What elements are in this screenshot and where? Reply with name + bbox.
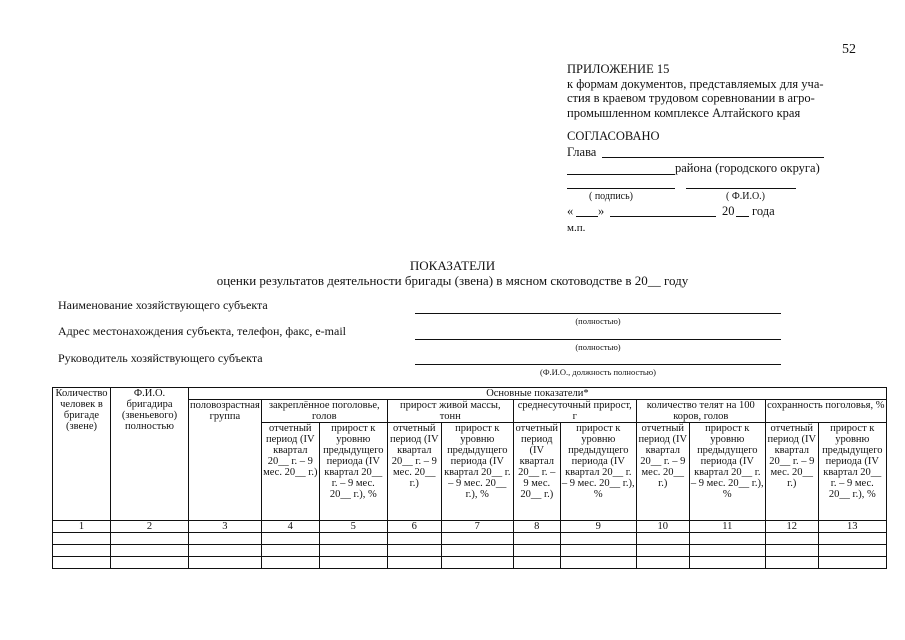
table-cell — [441, 557, 513, 569]
table-cell — [319, 557, 387, 569]
indicators-table — [52, 387, 887, 569]
table-cell — [513, 545, 560, 557]
appendix-line: к формам документов, представляемых для уча- — [567, 76, 824, 91]
field-hint-entity: (полностью) — [575, 316, 621, 326]
header-growth-previous: прирост к уровню предыдущего периода (IV квартал 20__ г. – 9 мес. 20__ г.), % — [319, 423, 387, 521]
field-line-entity — [415, 313, 781, 314]
table-cell — [689, 545, 765, 557]
stamp-label: м.п. — [567, 222, 586, 234]
date-close-quote: » — [598, 204, 605, 218]
column-number: 2 — [111, 521, 189, 533]
column-number: 9 — [560, 521, 636, 533]
table-cell — [387, 557, 441, 569]
field-label-head: Руководитель хозяйствующего субъекта — [58, 351, 263, 365]
column-number: 6 — [387, 521, 441, 533]
header-sex-age-group: половозрастная группа — [189, 400, 262, 521]
appendix-line: промышленном комплексе Алтайского края — [567, 105, 801, 120]
table-cell — [441, 533, 513, 545]
table-cell — [818, 557, 886, 569]
date-open-quote: « — [567, 204, 574, 218]
district-label: района (городского округа) — [675, 161, 820, 175]
field-label-entity: Наименование хозяйствующего субъекта — [58, 298, 268, 312]
header-group-herd: закреплённое поголовье, голов — [261, 400, 387, 423]
header-group-calves: количество телят на 100 коров, голов — [636, 400, 765, 423]
table-cell — [560, 557, 636, 569]
header-reported-period: отчетный период (IV квартал 20__ г. – 9 мес. 20__ г.) — [513, 423, 560, 521]
table-cell — [818, 533, 886, 545]
header-growth-previous: прирост к уровню предыдущего периода (IV квартал 20__ г. – 9 мес. 20__ г.), % — [689, 423, 765, 521]
page-number: 52 — [842, 42, 856, 57]
header-foreman: Ф.И.О. бригадира (звеньевого) полностью — [111, 388, 189, 521]
column-number: 4 — [261, 521, 319, 533]
field-hint-address: (полностью) — [575, 342, 621, 352]
fio-hint: ( Ф.И.О.) — [726, 191, 766, 202]
table-cell — [53, 557, 111, 569]
column-number: 10 — [636, 521, 689, 533]
table-cell — [636, 533, 689, 545]
table-cell — [636, 545, 689, 557]
header-group-daily-gain: среднесуточный прирост, г — [513, 400, 636, 423]
table-cell — [261, 533, 319, 545]
table-cell — [765, 545, 818, 557]
document-subtitle: оценки результатов деятельности бригады (звена) в мясном скотоводстве в 20__ году — [216, 273, 689, 288]
table-cell — [513, 533, 560, 545]
table-cell — [560, 545, 636, 557]
table-cell — [441, 545, 513, 557]
column-number: 12 — [765, 521, 818, 533]
signature-hint: ( подпись) — [589, 191, 634, 202]
field-label-address: Адрес местонахождения субъекта, телефон, факс, e-mail — [58, 324, 347, 338]
header-reported-period: отчетный период (IV квартал 20__ г. – 9 мес. 20__ г.) — [261, 423, 319, 521]
table-cell — [189, 545, 262, 557]
header-main-indicators: Основные показатели* — [189, 388, 887, 400]
table-row — [53, 533, 887, 545]
year-line — [736, 216, 749, 217]
year-prefix: 20 — [722, 204, 735, 218]
year-suffix: года — [752, 204, 775, 218]
table-cell — [765, 557, 818, 569]
document-title: ПОКАЗАТЕЛИ — [409, 258, 496, 273]
header-reported-period: отчетный период (IV квартал 20__ г. – 9 мес. 20__ г.) — [636, 423, 689, 521]
table-cell — [261, 545, 319, 557]
header-growth-previous: прирост к уровню предыдущего периода (IV квартал 20__ г. – 9 мес. 20__ г.), % — [441, 423, 513, 521]
table-cell — [636, 557, 689, 569]
date-month-line — [610, 216, 716, 217]
column-number: 8 — [513, 521, 560, 533]
field-line-head — [415, 364, 781, 365]
header-reported-period: отчетный период (IV квартал 20__ г. – 9 мес. 20__ г.) — [387, 423, 441, 521]
header-group-survival: сохранность поголовья, % — [765, 400, 886, 423]
column-number: 5 — [319, 521, 387, 533]
head-signature-line — [602, 157, 824, 158]
table-cell — [319, 545, 387, 557]
header-growth-previous: прирост к уровню предыдущего периода (IV квартал 20__ г. – 9 мес. 20__ г.), % — [818, 423, 886, 521]
table-cell — [387, 545, 441, 557]
column-number: 1 — [53, 521, 111, 533]
table-cell — [111, 545, 189, 557]
field-line-address — [415, 339, 781, 340]
table-cell — [560, 533, 636, 545]
date-day-line — [576, 216, 598, 217]
table-cell — [189, 533, 262, 545]
field-hint-head: (Ф.И.О., должность полностью) — [539, 367, 656, 377]
table-cell — [513, 557, 560, 569]
table-cell — [53, 545, 111, 557]
approval-heading: СОГЛАСОВАНО — [567, 129, 660, 143]
head-label: Глава — [567, 145, 597, 159]
table-cell — [818, 545, 886, 557]
fio-line — [686, 188, 796, 189]
table-cell — [689, 533, 765, 545]
table-cell — [53, 533, 111, 545]
appendix-block — [567, 62, 824, 120]
header-growth-previous: прирост к уровню предыдущего периода (IV квартал 20__ г. – 9 мес. 20__ г.), % — [560, 423, 636, 521]
header-count: Количество человек в бригаде (звене) — [53, 388, 111, 521]
table-row — [53, 557, 887, 569]
header-group-weight-gain: прирост живой массы, тонн — [387, 400, 513, 423]
table-cell — [689, 557, 765, 569]
table-cell — [111, 533, 189, 545]
appendix-line: стия в краевом трудовом соревновании в агро- — [567, 91, 815, 105]
column-number: 11 — [689, 521, 765, 533]
column-number: 3 — [189, 521, 262, 533]
table-cell — [765, 533, 818, 545]
header-reported-period: отчетный период (IV квартал 20__ г. – 9 мес. 20__ г.) — [765, 423, 818, 521]
table-cell — [111, 557, 189, 569]
column-number: 7 — [441, 521, 513, 533]
table-row — [53, 545, 887, 557]
district-name-line — [567, 174, 675, 175]
appendix-title: ПРИЛОЖЕНИЕ 15 — [567, 62, 670, 76]
table-cell — [319, 533, 387, 545]
table-cell — [387, 533, 441, 545]
table-cell — [261, 557, 319, 569]
table-cell — [189, 557, 262, 569]
column-number: 13 — [818, 521, 886, 533]
signature-line — [567, 188, 675, 189]
